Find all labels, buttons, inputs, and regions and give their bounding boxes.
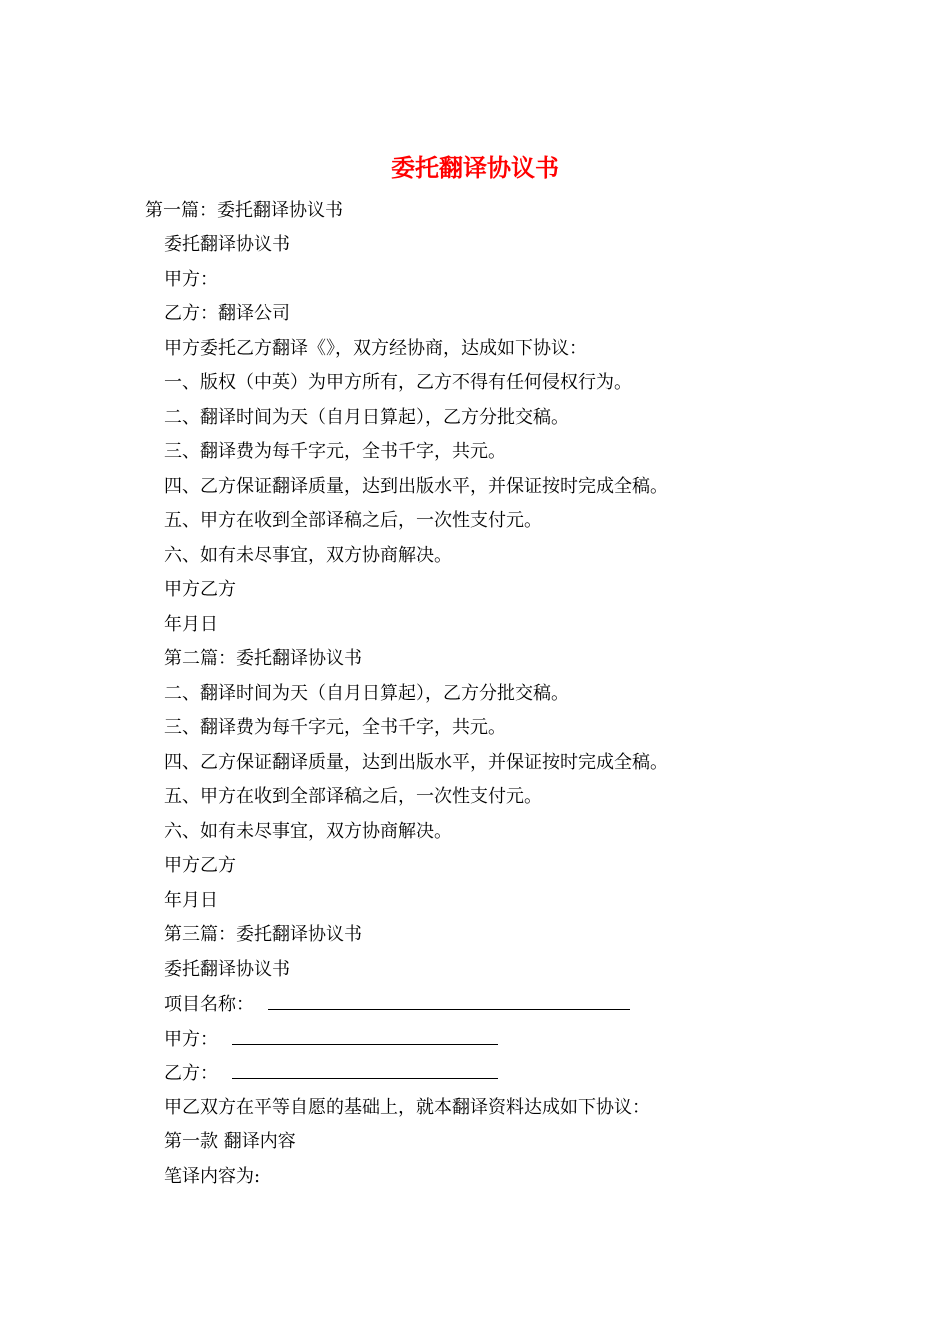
section-heading-3: 第三篇：委托翻译协议书 bbox=[164, 924, 362, 945]
project-name-blank bbox=[268, 991, 630, 1010]
section-heading-2: 第二篇：委托翻译协议书 bbox=[164, 648, 362, 669]
paragraph-line: 六、如有未尽事宜，双方协商解决。 bbox=[164, 545, 452, 566]
party-a-label: 甲方： bbox=[164, 1029, 218, 1050]
paragraph-line: 委托翻译协议书 bbox=[164, 959, 290, 980]
party-b-field bbox=[164, 1060, 498, 1087]
project-name-field bbox=[164, 991, 630, 1018]
paragraph-line: 三、翻译费为每千字元，全书千字，共元。 bbox=[164, 441, 506, 462]
paragraph-line: 笔译内容为: bbox=[164, 1166, 261, 1187]
party-b-label: 乙方： bbox=[164, 1063, 218, 1084]
party-a-blank bbox=[232, 1026, 498, 1045]
document-title: 委托翻译协议书 bbox=[391, 153, 559, 182]
paragraph-line: 甲方委托乙方翻译《》，双方经协商，达成如下协议： bbox=[164, 338, 587, 359]
signature-line: 甲方乙方 bbox=[164, 855, 236, 876]
paragraph-line: 甲乙双方在平等自愿的基础上，就本翻译资料达成如下协议： bbox=[164, 1097, 650, 1118]
paragraph-line: 乙方：翻译公司 bbox=[164, 303, 290, 324]
paragraph-line: 二、翻译时间为天（自月日算起），乙方分批交稿。 bbox=[164, 683, 569, 704]
project-name-label: 项目名称： bbox=[164, 994, 254, 1015]
paragraph-line: 二、翻译时间为天（自月日算起），乙方分批交稿。 bbox=[164, 407, 569, 428]
party-b-blank bbox=[232, 1060, 498, 1079]
party-a-field bbox=[164, 1026, 498, 1053]
paragraph-line: 三、翻译费为每千字元，全书千字，共元。 bbox=[164, 717, 506, 738]
paragraph-line: 一、版权（中英）为甲方所有，乙方不得有任何侵权行为。 bbox=[164, 372, 632, 393]
date-line: 年月日 bbox=[164, 614, 218, 635]
paragraph-line: 甲方： bbox=[164, 269, 218, 290]
paragraph-line: 六、如有未尽事宜，双方协商解决。 bbox=[164, 821, 452, 842]
paragraph-line: 四、乙方保证翻译质量，达到出版水平，并保证按时完成全稿。 bbox=[164, 476, 668, 497]
clause-heading: 第一款 翻译内容 bbox=[164, 1131, 296, 1152]
paragraph-line: 委托翻译协议书 bbox=[164, 234, 290, 255]
date-line: 年月日 bbox=[164, 890, 218, 911]
paragraph-line: 四、乙方保证翻译质量，达到出版水平，并保证按时完成全稿。 bbox=[164, 752, 668, 773]
paragraph-line: 五、甲方在收到全部译稿之后，一次性支付元。 bbox=[164, 786, 542, 807]
signature-line: 甲方乙方 bbox=[164, 579, 236, 600]
paragraph-line: 五、甲方在收到全部译稿之后，一次性支付元。 bbox=[164, 510, 542, 531]
section-heading-1: 第一篇：委托翻译协议书 bbox=[145, 200, 343, 221]
